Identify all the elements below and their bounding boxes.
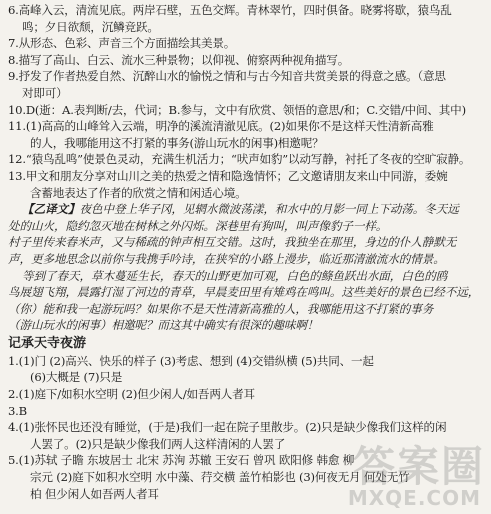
answer-line-13-cont: 含蓄地表达了作者的欣赏之情和闲适心境。 — [30, 185, 247, 200]
translation-line: 【乙译文】夜色中登上华子冈，见辋水微波荡漾，和水中的月影一同上下动荡。冬天远 — [22, 202, 459, 217]
section-title: 记承天寺夜游 — [8, 335, 87, 351]
answer-line-8: 8.描写了高山、白云、流水三种景物；以仰视、俯察两种视角描写。 — [8, 52, 350, 67]
answer-line: 2.(1)庭下/如积水空明 (2)但少闲人/如吾两人者耳 — [8, 387, 255, 402]
answer-line: 柏 但少闲人如吾两人者耳 — [30, 486, 159, 501]
translation-line: （游山玩水的闲事）相邀呢？而这其中确实有很深的趣味啊！ — [8, 318, 319, 333]
answer-line: (6)大概是 (7)只是 — [30, 370, 123, 385]
answer-line: 5.(1)苏轼 子瞻 东坡居士 北宋 苏洵 苏辙 王安石 曾巩 欧阳修 韩愈 柳 — [8, 453, 355, 468]
translation-heading: 【乙译文】 — [22, 202, 80, 217]
answer-line-9: 9.抒发了作者热爱自然、沉醉山水的愉悦之情和与古今知音共赏美景的得意之感。（意思 — [8, 69, 446, 84]
answer-line: 1.(1)门 (2)高兴、快乐的样子 (3)考虑、想到 (4)交错纵横 (5)共同、一起 — [8, 353, 374, 368]
answer-line-7: 7.从形态、色彩、声音三个方面描绘其美景。 — [8, 36, 236, 51]
answer-line: 人罢了。(2)只是缺少像我们两人这样清闲的人罢了 — [30, 436, 286, 451]
watermark-url: MXQE.COM — [347, 486, 481, 510]
translation-line: 鸟展翅飞翔，晨露打湿了河边的青草，早晨麦田里有雉鸡在鸣叫。这些美好的景色已经不远， — [8, 285, 480, 300]
answer-line: 宗元 (2)庭下如积水空明 水中藻、荇交横 盖竹柏影也 (3)何夜无月 何处无竹 — [30, 470, 410, 485]
answer-line-9-cont: 对即可） — [22, 85, 68, 100]
answer-line-13: 13.甲文和朋友分享对山川之美的热爱之情和隐逸情怀；乙文邀请朋友来山中同游，委婉 — [8, 168, 448, 183]
translation-line: 等到了春天，草木蔓延生长，春天的山野更加可观，白色的鲦鱼跃出水面，白色的鸥 — [22, 268, 448, 283]
translation-line: 处的山火，隐约忽灭地在树林之外闪烁。深巷里有狗叫，叫声像豹子一样。 — [8, 218, 388, 233]
translation-line: 村子里传来舂米声，又与稀疏的钟声相互交错。这时，我独坐在那里，身边的仆人静默无 — [8, 235, 457, 250]
answer-line-6-cont: 鸣；夕日欲颓，沉鳞竞跃。 — [22, 19, 159, 34]
watermark-logo-text: 答案圈 — [352, 442, 485, 491]
answer-line: 3.B — [8, 403, 27, 418]
answer-line-10: 10.D(逝：A.表判断/去，代词；B.参与，文中有欣赏、领悟的意思/和；C.交错/中间、其中) — [8, 102, 466, 117]
answer-line-6: 6.高峰入云，清流见底。两岸石壁，五色交辉。青林翠竹，四时俱备。晓雾将歇，猿鸟乱 — [8, 3, 452, 17]
translation-line: 声，更多地思念以前你与我携手吟诗，在狭窄的小路上漫步，临近那清澈流水的情景。 — [8, 251, 445, 266]
answer-line-12: 12.“猿鸟乱鸣”使景色灵动，充满生机活力；“吠声如豹”以动写静，衬托了冬夜的空旷寂静。 — [8, 152, 471, 167]
section-chengtiansi — [8, 335, 485, 502]
translation-block — [8, 201, 485, 334]
translation-line: （你）能和我一起游玩吗？如果你不是天性清新高雅的人，我哪能用这不打紧的事务 — [8, 301, 434, 316]
answers-block-1 — [8, 2, 485, 201]
answer-line-11-cont: 的人，我哪能用这不打紧的事务(游山玩水的闲事)相邀呢？ — [30, 135, 324, 150]
answer-line-11: 11.(1)高高的山峰耸入云端，明净的溪流清澈见底。(2)如果你不是这样天性清新高雅 — [8, 119, 434, 134]
answer-line: 4.(1)张怀民也还没有睡觉，(于是)我们一起在院子里散步。(2)只是缺少像我们这样的闲 — [8, 420, 447, 435]
